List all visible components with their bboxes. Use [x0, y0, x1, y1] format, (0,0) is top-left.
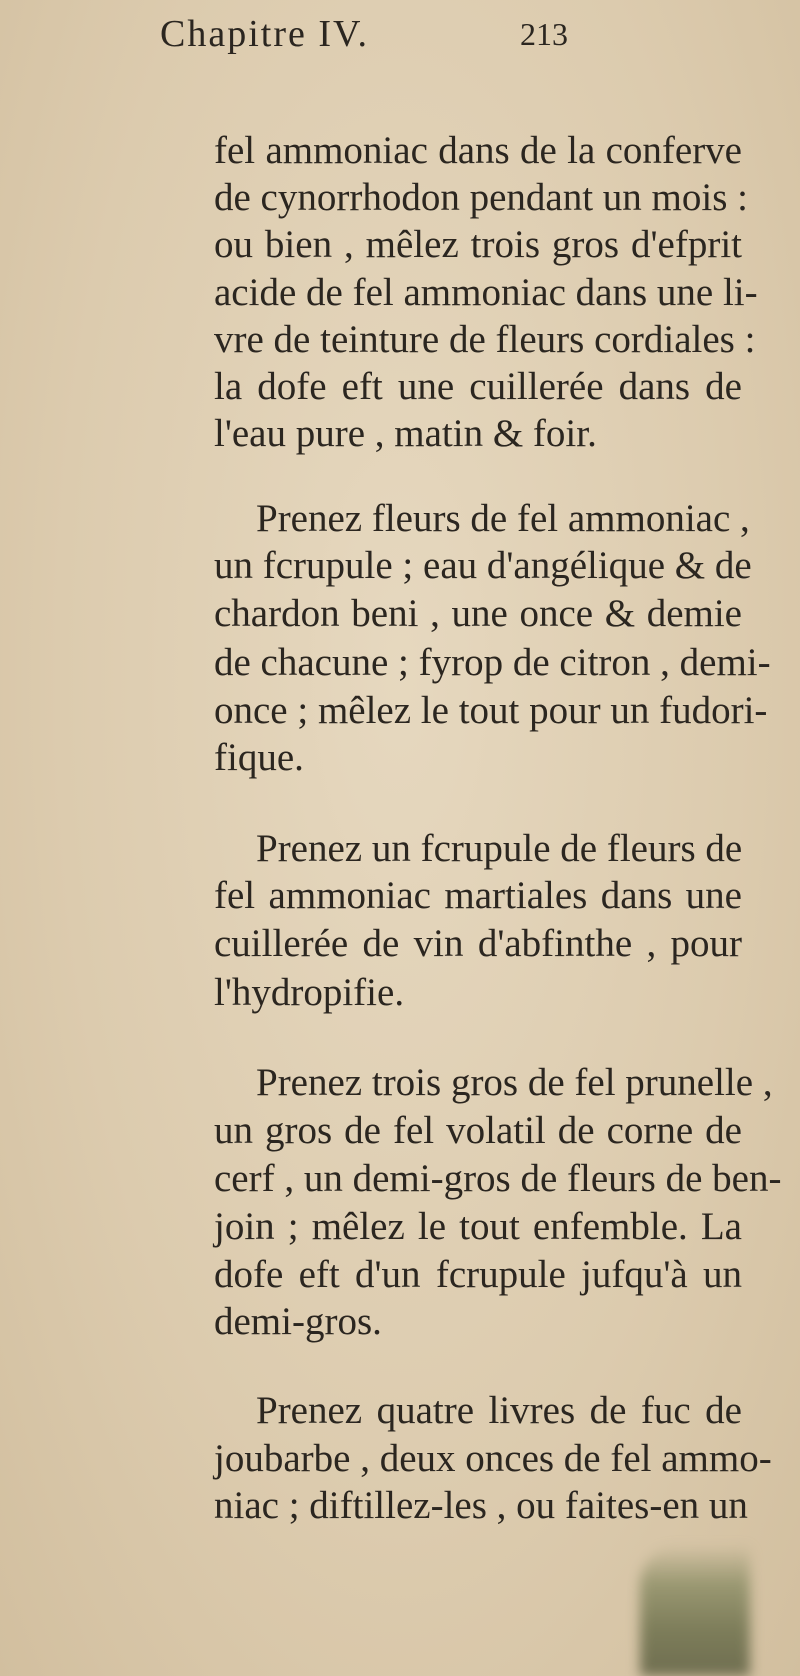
text-line: fique. [214, 736, 304, 779]
text-line: de chacune ; fyrop de citron , demi- [214, 641, 771, 684]
text-line: acide de fel ammoniac dans une li- [214, 271, 758, 314]
text-line: once ; mêlez le tout pour un fudori- [214, 689, 768, 732]
text-line: l'eau pure , matin & foir. [214, 412, 597, 455]
text-line: demi-gros. [214, 1300, 382, 1343]
text-line: niac ; diftillez-les , ou faites-en un [214, 1484, 748, 1527]
text-line: join ; mêlez le tout enfemble. La [214, 1205, 742, 1248]
text-line: Prenez fleurs de fel ammoniac , [256, 497, 750, 540]
page-stain [640, 1545, 750, 1676]
text-line: chardon beni , une once & demie [214, 592, 742, 635]
text-line: Prenez un fcrupule de fleurs de [256, 827, 743, 870]
text-line: joubarbe , deux onces de fel ammo- [214, 1437, 772, 1480]
text-line: ou bien , mêlez trois gros d'efprit [214, 223, 742, 266]
text-line: un gros de fel volatil de corne de [214, 1109, 742, 1152]
text-line: un fcrupule ; eau d'angélique & de [214, 544, 752, 587]
text-line: Prenez trois gros de fel prunelle , [256, 1061, 773, 1104]
text-line: cuillerée de vin d'abfinthe , pour [214, 922, 742, 965]
text-line: Prenez quatre livres de fuc de [256, 1389, 742, 1432]
chapter-title: Chapitre IV. [160, 13, 370, 55]
text-line: dofe eft d'un fcrupule jufqu'à un [214, 1253, 742, 1296]
page-number: 213 [520, 16, 568, 52]
text-line: de cynorrhodon pendant un mois : [214, 176, 748, 219]
text-line: cerf , un demi-gros de fleurs de ben- [214, 1157, 782, 1200]
text-line: fel ammoniac dans de la conferve [214, 129, 742, 172]
text-line: vre de teinture de fleurs cordiales : [214, 318, 756, 361]
text-line: l'hydropifie. [214, 971, 405, 1014]
text-line: la dofe eft une cuillerée dans de [214, 365, 742, 408]
text-line: fel ammoniac martiales dans une [214, 874, 742, 917]
